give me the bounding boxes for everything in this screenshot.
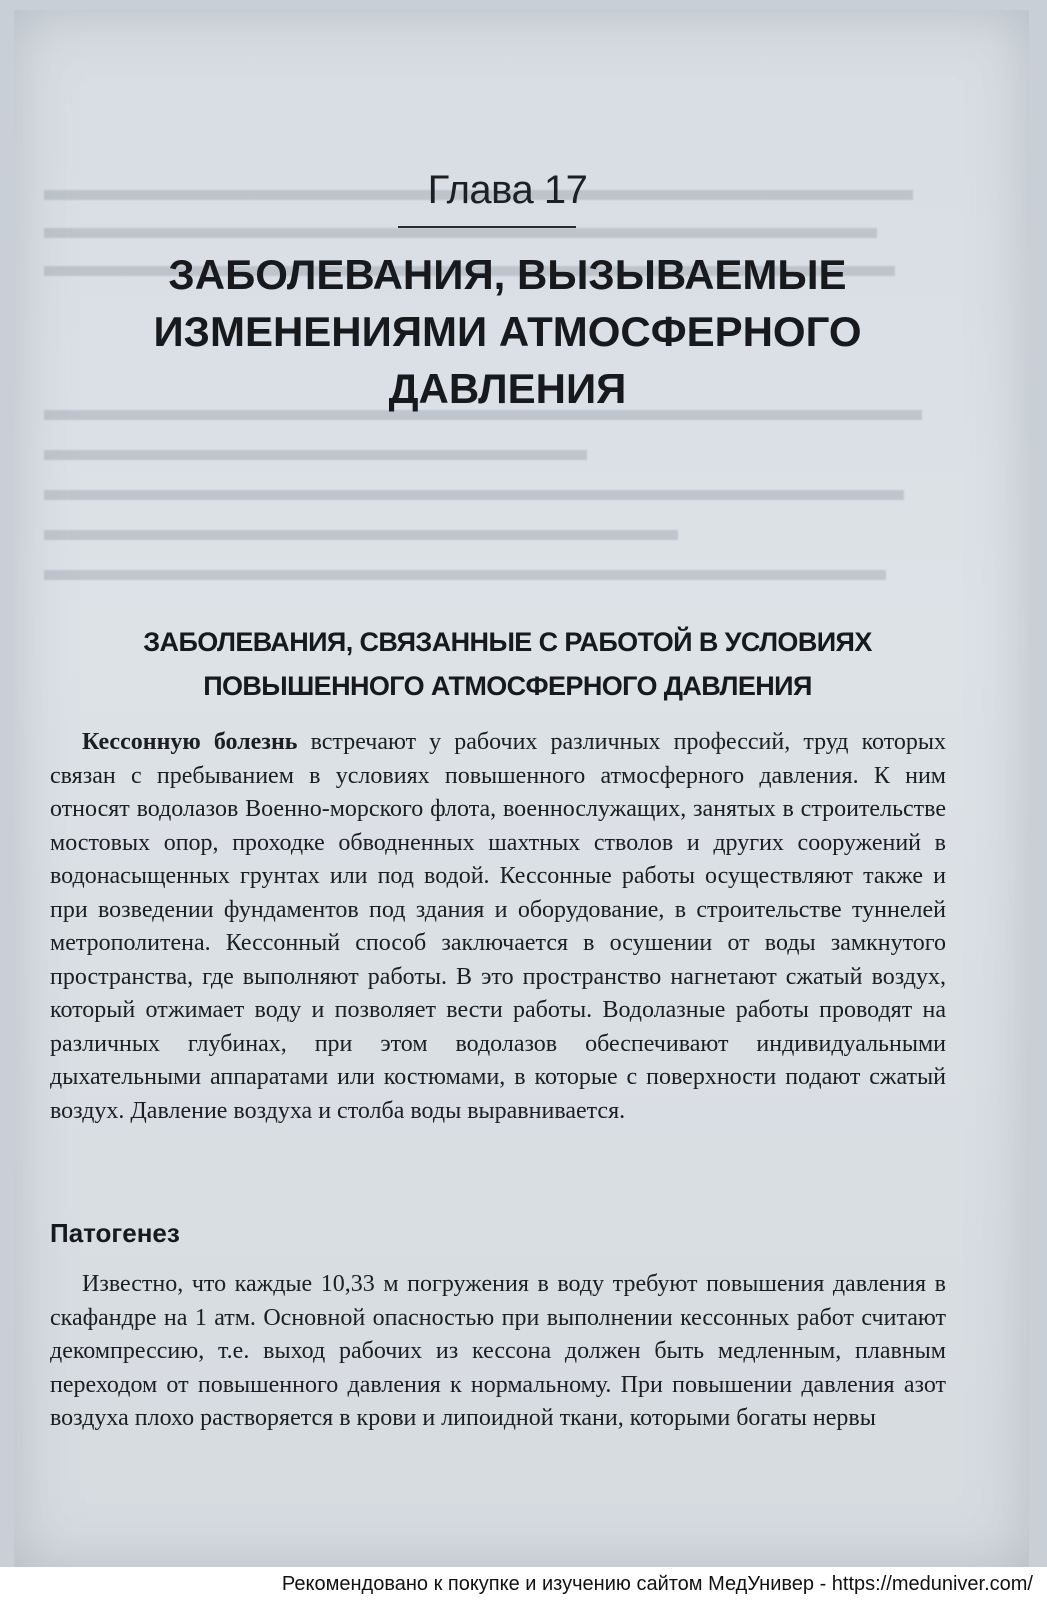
footer-watermark: Рекомендовано к покупке и изучению сайтом МедУнивер - https://meduniver.com/ [0,1567,1047,1601]
section-title: ЗАБОЛЕВАНИЯ, СВЯЗАННЫЕ С РАБОТОЙ В УСЛОВИЯХ ПОВЫШЕННОГО АТМОСФЕРНОГО ДАВЛЕНИЯ [143,627,872,701]
chapter-underline [398,226,576,228]
intro-text: встречают у рабочих различных профессий, труд которых связан с пребыванием в условиях повышенного атмосферного давления. К ним относят водолазов Военно-морского флота, военнослужащих, занятых в строительстве мостовых опор, проходке обводненных шахтных стволов и других сооружений в водонасыщенных грунтах или под водой. Кессонные работы осуществляют также и при возведении фундаментов под здания и оборудование, в строительстве туннелей метрополитена. Кессонный способ заключается в осушении от воды замкнутого пространства, где выполняют работы. В это пространство нагнетают сжатый воздух, который отжимает воду и позволяет вести работы. Водолазные работы проводят на различных глубинах, при этом водолазов обеспечивают индивидуальными дыхательными аппаратами или костюмами, в которые с поверхности подают сжатый воздух. Давление воздуха и столба воды выравнивается. [50,729,947,1124]
bleed-through-texture-lower [44,390,949,650]
pathogenesis-text: Известно, что каждые 10,33 м погружения в воду требуют повышения давления в скафандре на 1 атм. Основной опасностью при выполнении кессонных работ считают декомпрессию, т.е. выход рабочих из кессона должен быть медленным, плавным переходом от повышенного давления к нормальному. При повышении давления азот воздуха плохо растворяется в крови и липоидной ткани, которыми богаты нервы [50,1271,946,1431]
chapter-title: ЗАБОЛЕВАНИЯ, ВЫЗЫВАЕМЫЕ ИЗМЕНЕНИЯМИ АТМОСФЕРНОГО ДАВЛЕНИЯ [153,251,862,412]
chapter-label: Глава 17 [427,168,588,212]
intro-paragraph [50,726,946,1128]
pathogenesis-heading: Патогенез [50,1218,180,1248]
pathogenesis-paragraph [50,1268,946,1436]
intro-term: Кессонную болезнь [82,729,298,755]
